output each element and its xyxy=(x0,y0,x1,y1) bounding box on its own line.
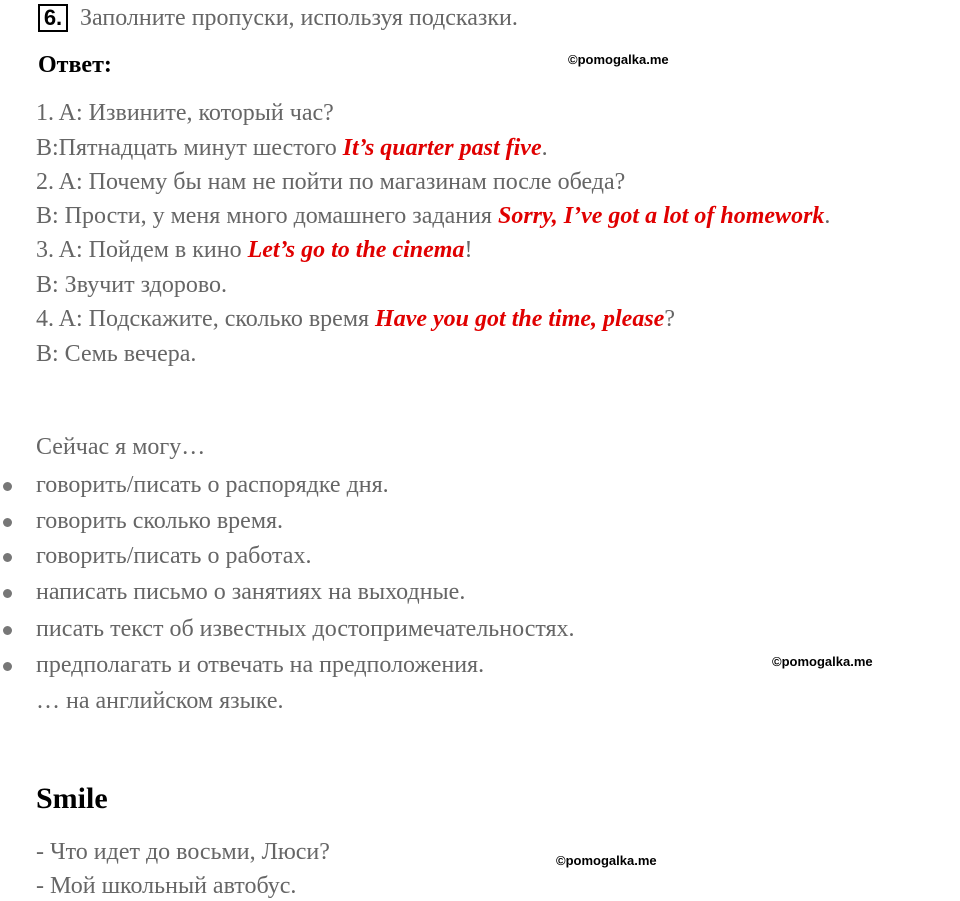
dialogue-line: 2. A: Почему бы нам не пойти по магазинам после обеда? xyxy=(36,169,626,195)
dialogue-line: 3. A: Пойдем в кино Let’s go to the cinema! xyxy=(36,237,473,263)
answer-text: Let’s go to the cinema xyxy=(247,237,465,263)
smile-heading: Smile xyxy=(36,782,108,815)
answer-text: Have you got the time, please xyxy=(375,306,665,332)
task-number: 6. xyxy=(38,4,68,32)
list-item: написать письмо о занятиях на выходные. xyxy=(36,579,466,605)
list-item: говорить/писать о распорядке дня. xyxy=(36,472,389,498)
watermark: ©pomogalka.me xyxy=(568,52,669,67)
bullet-icon xyxy=(3,589,12,598)
list-item: говорить/писать о работах. xyxy=(36,543,312,569)
watermark: ©pomogalka.me xyxy=(772,654,873,669)
list-item: писать текст об известных достопримечательностях. xyxy=(36,616,575,642)
can-do-outro: … на английском языке. xyxy=(36,688,284,714)
bullet-icon xyxy=(3,482,12,491)
dialogue-line: 1. A: Извините, который час? xyxy=(36,100,334,126)
answer-text: It’s quarter past five xyxy=(342,135,542,161)
dialogue-line: B: Звучит здорово. xyxy=(36,272,228,298)
watermark: ©pomogalka.me xyxy=(556,853,657,868)
answer-label: Ответ: xyxy=(38,52,112,78)
joke-line: - Мой школьный автобус. xyxy=(36,873,297,899)
bullet-icon xyxy=(3,553,12,562)
dialogue-line: 4. A: Подскажите, сколько время Have you got the time, please? xyxy=(36,306,675,332)
dialogue-line: B:Пятнадцать минут шестого It’s quarter past five. xyxy=(36,135,548,161)
list-item: предполагать и отвечать на предположения. xyxy=(36,652,485,678)
list-item: говорить сколько время. xyxy=(36,508,284,534)
joke-line: - Что идет до восьми, Люси? xyxy=(36,839,330,865)
answer-text: Sorry, I’ve got a lot of homework xyxy=(497,203,825,229)
task-instruction: Заполните пропуски, используя подсказки. xyxy=(80,5,518,31)
bullet-icon xyxy=(3,662,12,671)
bullet-icon xyxy=(3,626,12,635)
bullet-icon xyxy=(3,518,12,527)
dialogue-line: B: Прости, у меня много домашнего задания Sorry, I’ve got a lot of homework. xyxy=(36,203,831,229)
dialogue-line: B: Семь вечера. xyxy=(36,341,197,367)
can-do-intro: Сейчас я могу… xyxy=(36,434,206,460)
